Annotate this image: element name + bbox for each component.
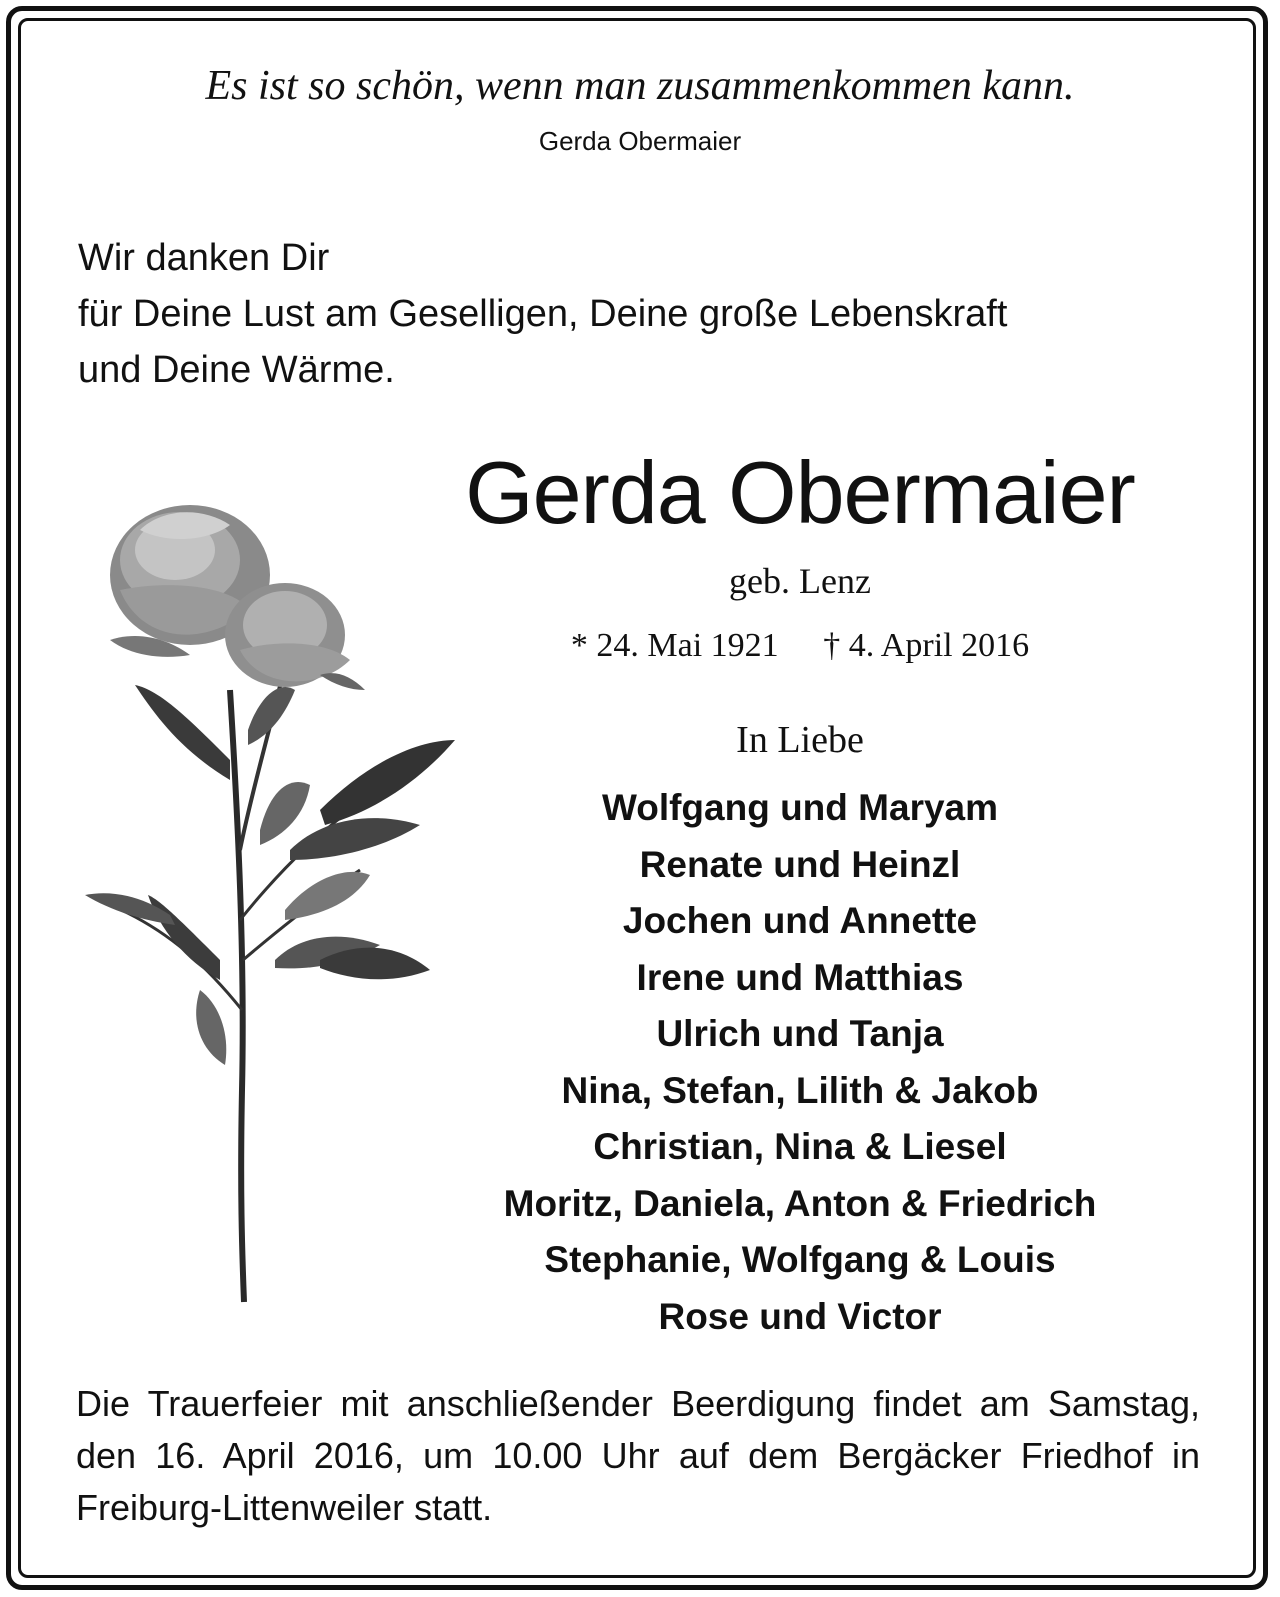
mourner-entry: Wolfgang und Maryam bbox=[601, 787, 999, 828]
mourners-list bbox=[430, 780, 1170, 1345]
mourner-entry: Ulrich und Tanja bbox=[656, 1013, 944, 1054]
birth-name: geb. Lenz bbox=[729, 561, 871, 601]
motto-quote: Es ist so schön, wenn man zusammenkommen kann. bbox=[205, 63, 1075, 109]
thanks-line: für Deine Lust am Geselligen, Deine große Lebenskraft bbox=[78, 293, 1008, 335]
mourners-intro: In Liebe bbox=[736, 719, 864, 761]
deceased-name: Gerda Obermaier bbox=[465, 443, 1135, 542]
mourner-entry: Jochen und Annette bbox=[622, 900, 978, 941]
mourner-entry: Moritz, Daniela, Anton & Friedrich bbox=[503, 1182, 1097, 1224]
mourner-entry: Nina, Stefan, Lilith & Jakob bbox=[561, 1069, 1039, 1111]
birth-date: * 24. Mai 1921 bbox=[570, 627, 779, 664]
motto-author: Gerda Obermaier bbox=[538, 126, 742, 156]
thanks-line: Wir danken Dir bbox=[78, 237, 330, 279]
mourner-entry: Stephanie, Wolfgang & Louis bbox=[544, 1239, 1056, 1280]
mourner-entry: Renate und Heinzl bbox=[639, 843, 961, 885]
rose-illustration bbox=[80, 490, 460, 1310]
mourner-entry: Irene und Matthias bbox=[636, 956, 964, 998]
funeral-notice: Die Trauerfeier mit anschließender Beerdigung findet am Samstag, den 16. April 2016, um 10.00 Uhr auf dem Bergäcker Friedhof in Freiburg-Littenweiler statt. bbox=[76, 1383, 1200, 1528]
thanks-line: und Deine Wärme. bbox=[78, 349, 395, 391]
life-dates bbox=[480, 627, 1120, 665]
rose-bud bbox=[225, 583, 365, 690]
thanks-text bbox=[78, 230, 1198, 398]
death-date: † 4. April 2016 bbox=[823, 627, 1030, 664]
mourner-entry: Christian, Nina & Liesel bbox=[593, 1126, 1007, 1167]
mourner-entry: Rose und Victor bbox=[658, 1295, 942, 1337]
